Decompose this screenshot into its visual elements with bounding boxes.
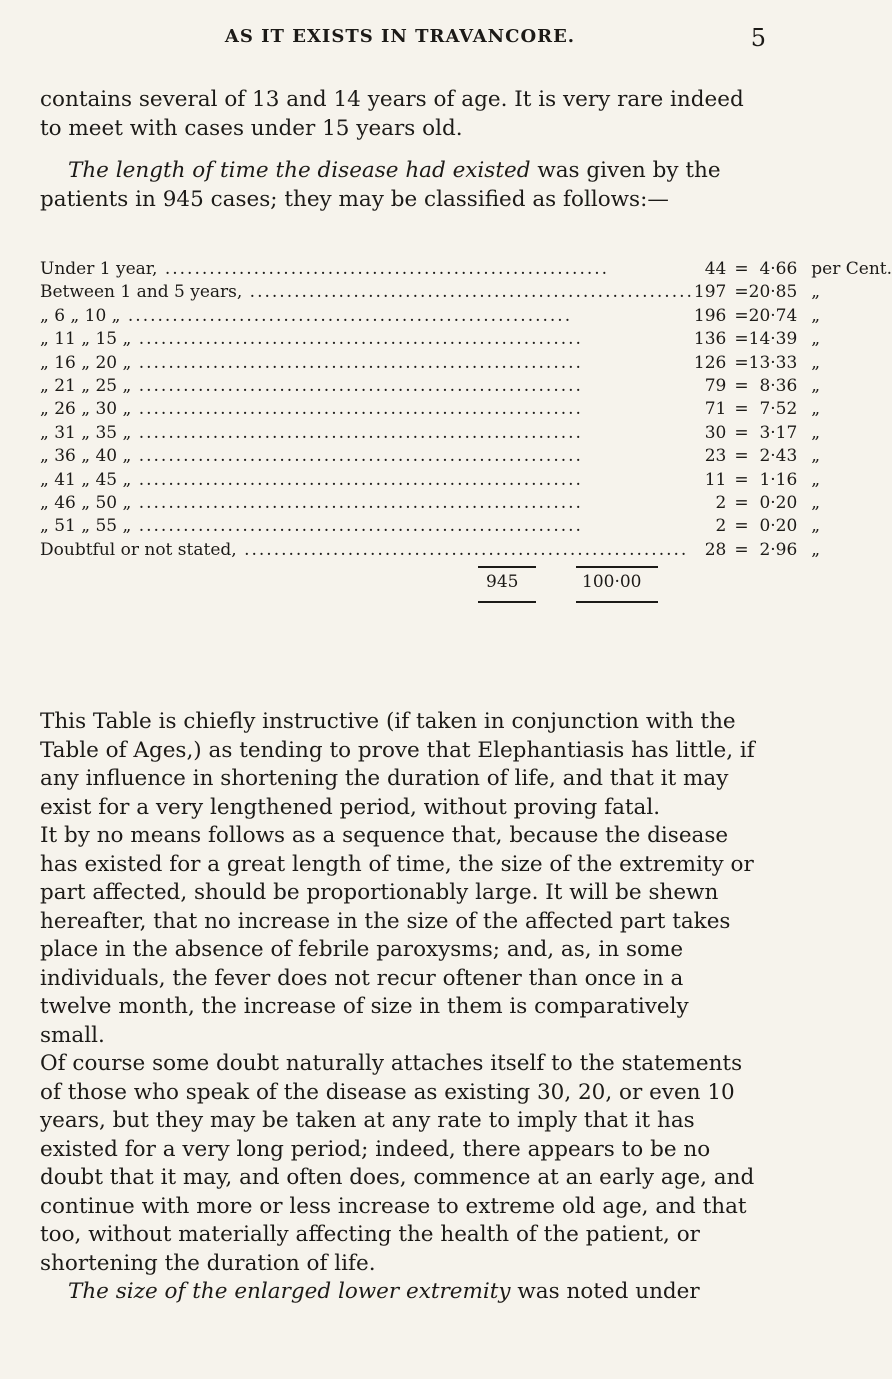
- row-unit: [811, 305, 892, 328]
- leader-dots: ............................................................: [157, 259, 610, 279]
- row-count: [694, 492, 734, 515]
- row-unit: [811, 469, 892, 492]
- row-count: [694, 469, 734, 492]
- row-label-text: Between 1 and 5 years,: [40, 282, 243, 303]
- row-equals: [734, 469, 748, 492]
- leader-dots: ............................................................: [131, 446, 583, 467]
- row-count: [694, 422, 734, 445]
- row-equals-text: =: [734, 352, 749, 373]
- bottom-rule-count: [478, 601, 536, 603]
- paragraph-4-rest: was noted under: [510, 1279, 700, 1304]
- row-unit-text: „: [811, 352, 821, 373]
- row-unit: [811, 375, 892, 398]
- row-percent-text: 4·66: [759, 259, 798, 279]
- row-label-text: „ 41 „ 45 „: [40, 469, 132, 490]
- row-percent-text: 14·39: [748, 329, 798, 350]
- row-count-text: 23: [704, 446, 727, 467]
- row-unit-text: „: [811, 422, 821, 443]
- leader-dots: ............................................................: [131, 516, 583, 537]
- row-equals: [734, 258, 748, 281]
- row-unit: [811, 492, 892, 515]
- row-label-text: „ 6 „ 10 „: [40, 305, 121, 326]
- leader-dots: ............................................................: [131, 493, 583, 514]
- row-count-text: 2: [715, 516, 727, 537]
- row-equals: [734, 539, 748, 562]
- total-rule-percent: [576, 566, 658, 568]
- row-label: [40, 375, 694, 398]
- table-row: [40, 352, 892, 375]
- row-count-text: 71: [704, 399, 727, 420]
- row-count: [694, 515, 734, 538]
- total-rule-count: [478, 566, 536, 568]
- row-percent-text: 7·52: [759, 399, 798, 420]
- row-label-text: „ 26 „ 30 „: [40, 399, 132, 420]
- row-unit: [811, 281, 892, 304]
- row-count-text: 136: [693, 329, 727, 350]
- row-unit: [811, 445, 892, 468]
- row-equals: [734, 281, 748, 304]
- leader-dots: ............................................................: [236, 539, 689, 560]
- paragraph-2: It by no means follows as a sequence that, because the disease has existed for a great length of time, the size of the extremity or part affected, should be proportionably large. It will be shewn hereafter, that no increase in the size of the affected part takes place in the absence of febrile paroxysms; and, as, in some individuals, the fever does not recur oftener than once in a twelve month, the increase of size in them is comparatively small.: [40, 823, 754, 1048]
- row-equals-text: =: [734, 539, 749, 560]
- row-label: [40, 469, 694, 492]
- leader-dots: ............................................................: [131, 376, 583, 397]
- table-row: [40, 375, 892, 398]
- row-percent: [749, 492, 812, 515]
- row-percent: [749, 328, 812, 351]
- row-label: [40, 281, 694, 304]
- row-label: [40, 539, 694, 562]
- duration-table: [40, 258, 892, 562]
- row-percent-text: 1·16: [759, 469, 798, 490]
- row-label: [40, 258, 694, 281]
- row-count: [694, 328, 734, 351]
- table-row: [40, 281, 892, 304]
- bottom-rule-percent: [576, 601, 658, 603]
- row-label: [40, 305, 694, 328]
- row-equals-text: =: [734, 305, 749, 326]
- leader-dots: ............................................................: [131, 352, 583, 373]
- row-percent: [749, 398, 812, 421]
- paragraph-4-italic: The size of the enlarged lower extremity: [68, 1279, 511, 1304]
- row-equals: [734, 492, 748, 515]
- row-equals-text: =: [734, 259, 749, 279]
- row-percent: [749, 305, 812, 328]
- row-count: [694, 305, 734, 328]
- row-percent: [749, 281, 812, 304]
- row-equals: [734, 305, 748, 328]
- row-label: [40, 492, 694, 515]
- row-label-text: „ 11 „ 15 „: [40, 329, 132, 350]
- row-count-text: 30: [704, 422, 727, 443]
- total-count: 945: [486, 572, 519, 592]
- row-count: [694, 445, 734, 468]
- row-unit: [811, 515, 892, 538]
- row-percent-text: 20·74: [748, 305, 798, 326]
- row-equals-text: =: [734, 282, 749, 303]
- table-row: [40, 422, 892, 445]
- row-percent: [749, 445, 812, 468]
- row-percent-text: 2·96: [759, 539, 798, 560]
- leader-dots: ............................................................: [131, 469, 583, 490]
- paragraph-4: [40, 1278, 760, 1307]
- row-unit-text: „: [811, 305, 821, 326]
- row-label-text: Under 1 year,: [40, 259, 158, 279]
- row-count: [694, 398, 734, 421]
- row-equals: [734, 352, 748, 375]
- row-equals: [734, 398, 748, 421]
- row-label-text: „ 36 „ 40 „: [40, 446, 132, 467]
- table-row: [40, 492, 892, 515]
- table-row: [40, 328, 892, 351]
- row-equals-text: =: [734, 446, 749, 467]
- row-equals: [734, 422, 748, 445]
- row-unit-text: „: [811, 516, 821, 537]
- leader-dots: ............................................................: [131, 422, 583, 443]
- row-unit-text: „: [811, 493, 821, 514]
- row-unit: [811, 539, 892, 562]
- running-title: AS IT EXISTS IN TRAVANCORE.: [224, 26, 576, 47]
- row-label-text: „ 51 „ 55 „: [40, 516, 132, 537]
- row-count: [694, 375, 734, 398]
- row-label-text: „ 21 „ 25 „: [40, 376, 132, 397]
- row-label-text: „ 46 „ 50 „: [40, 493, 132, 514]
- row-equals: [734, 445, 748, 468]
- row-unit-text: „: [811, 329, 821, 350]
- row-unit-text: „: [811, 469, 821, 490]
- row-label: [40, 445, 694, 468]
- row-unit: [811, 328, 892, 351]
- row-count-text: 44: [704, 259, 727, 279]
- row-label: [40, 328, 694, 351]
- row-count-text: 11: [704, 469, 727, 490]
- table-row: [40, 258, 892, 281]
- row-equals-text: =: [734, 399, 749, 420]
- leader-dots: ............................................................: [131, 399, 583, 420]
- continuation-paragraph: contains several of 13 and 14 years of age. It is very rare indeed to meet with cases under 15 years old.: [40, 87, 744, 141]
- row-unit: [811, 352, 892, 375]
- row-percent-text: 20·85: [748, 282, 798, 303]
- table-row: [40, 539, 892, 562]
- row-unit-text: „: [811, 399, 821, 420]
- row-percent: [749, 352, 812, 375]
- row-equals: [734, 375, 748, 398]
- row-equals: [734, 515, 748, 538]
- row-label: [40, 515, 694, 538]
- row-percent: [749, 258, 812, 281]
- row-percent: [749, 515, 812, 538]
- row-equals-text: =: [734, 329, 749, 350]
- page-number: 5: [750, 24, 766, 52]
- row-percent-text: 2·43: [759, 446, 798, 467]
- row-unit-text: per Cent.: [811, 259, 892, 279]
- row-equals-text: =: [734, 493, 749, 514]
- row-percent-text: 13·33: [748, 352, 798, 373]
- row-percent-text: 8·36: [759, 376, 798, 397]
- row-label-text: Doubtful or not stated,: [40, 539, 237, 560]
- table-row: [40, 398, 892, 421]
- row-count: [694, 281, 734, 304]
- row-equals-text: =: [734, 422, 749, 443]
- row-count-text: 28: [704, 539, 727, 560]
- row-equals-text: =: [734, 469, 749, 490]
- row-label: [40, 398, 694, 421]
- row-equals: [734, 328, 748, 351]
- row-unit-text: „: [811, 376, 821, 397]
- table-intro-rest: was given by the patients in 945 cases; they may be classified as follows:—: [40, 158, 721, 212]
- leader-dots: ............................................................: [131, 329, 583, 350]
- table-row: [40, 469, 892, 492]
- paragraph-3: Of course some doubt naturally attaches itself to the statements of those who speak of the disease as existing 30, 20, or even 10 years, but they may be taken at any rate to imply that it has existed for a very long period; indeed, there appears to be no doubt that it may, and often does, commence at an early age, and continue with more or less increase to extreme old age, and that too, without materially affecting the health of the patient, or shortening the duration of life.: [40, 1051, 755, 1276]
- row-label: [40, 352, 694, 375]
- row-unit: [811, 398, 892, 421]
- row-count-text: 197: [693, 282, 727, 303]
- running-head: [0, 24, 800, 50]
- leader-dots: ............................................................: [242, 282, 694, 303]
- row-unit-text: „: [811, 539, 821, 560]
- table-row: [40, 445, 892, 468]
- row-percent: [749, 375, 812, 398]
- row-unit-text: „: [811, 446, 821, 467]
- row-label-text: „ 16 „ 20 „: [40, 352, 132, 373]
- leader-dots: ............................................................: [120, 305, 573, 326]
- body-text: [40, 708, 760, 1307]
- row-count: [694, 258, 734, 281]
- row-percent: [749, 469, 812, 492]
- table-intro-paragraph: [40, 157, 760, 214]
- row-label: [40, 422, 694, 445]
- row-count: [694, 539, 734, 562]
- row-label-text: „ 31 „ 35 „: [40, 422, 132, 443]
- row-unit: [811, 422, 892, 445]
- row-percent: [749, 539, 812, 562]
- row-percent-text: 0·20: [759, 493, 798, 514]
- row-percent: [749, 422, 812, 445]
- table-intro-italic: The length of time the disease had existed: [68, 158, 531, 183]
- table-row: [40, 515, 892, 538]
- row-percent-text: 0·20: [759, 516, 798, 537]
- row-equals-text: =: [734, 516, 749, 537]
- table-row: [40, 305, 892, 328]
- total-percent: 100·00: [582, 572, 642, 592]
- row-unit-text: „: [811, 282, 821, 303]
- row-count-text: 79: [704, 376, 727, 397]
- row-count: [694, 352, 734, 375]
- row-equals-text: =: [734, 376, 749, 397]
- row-count-text: 126: [693, 352, 727, 373]
- row-unit: [811, 258, 892, 281]
- row-percent-text: 3·17: [759, 422, 798, 443]
- paragraph-1: This Table is chiefly instructive (if taken in conjunction with the Table of Ages,) as tending to prove that Elephantiasis has little, if any influence in shortening the duration of life, and that it may exist for a very lengthened period, without proving fatal.: [40, 709, 755, 820]
- row-count-text: 196: [693, 305, 727, 326]
- row-count-text: 2: [715, 493, 727, 514]
